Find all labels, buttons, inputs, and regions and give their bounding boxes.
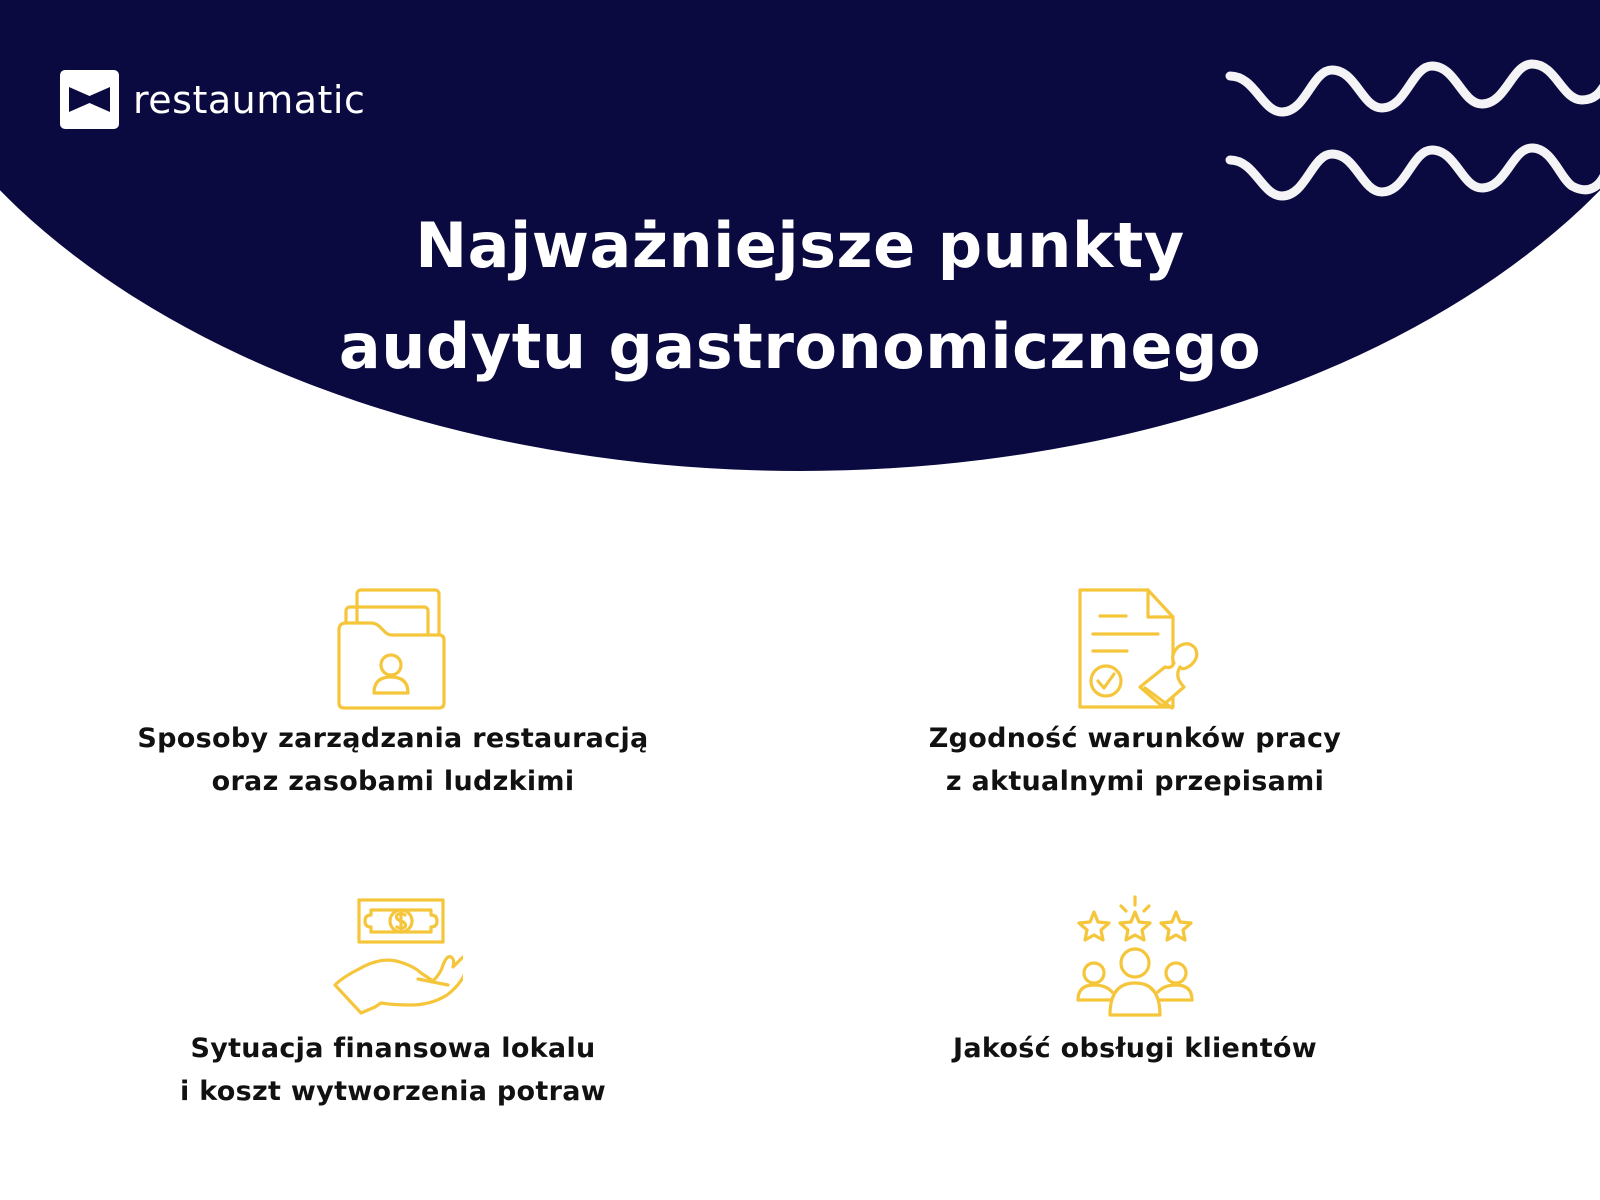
audit-point-label: Sytuacja finansowa lokalu i koszt wytworzenia potraw [180,1033,606,1107]
folder-person-icon [328,585,458,715]
page-title [0,195,1600,397]
document-stamp-icon [1070,585,1200,715]
brand-logo [60,70,365,129]
audit-point-finance [43,895,743,1113]
audit-point-compliance [785,585,1485,803]
audit-point-label: Zgodność warunków pracy z aktualnymi przepisami [928,723,1342,797]
title-line-1: Najważniejsze punkty [415,209,1185,282]
customers-rating-icon [1070,895,1200,1025]
audit-point-label: Jakość obsługi klientów [953,1033,1317,1064]
bowtie-icon [60,70,119,129]
audit-point-label: Sposoby zarządzania restauracją oraz zasobami ludzkimi [137,723,649,797]
title-line-2: audytu gastronomicznego [338,310,1262,383]
audit-point-customer-service [785,895,1485,1070]
audit-point-management [43,585,743,803]
hand-money-icon [323,895,463,1025]
brand-name: restaumatic [133,77,366,122]
